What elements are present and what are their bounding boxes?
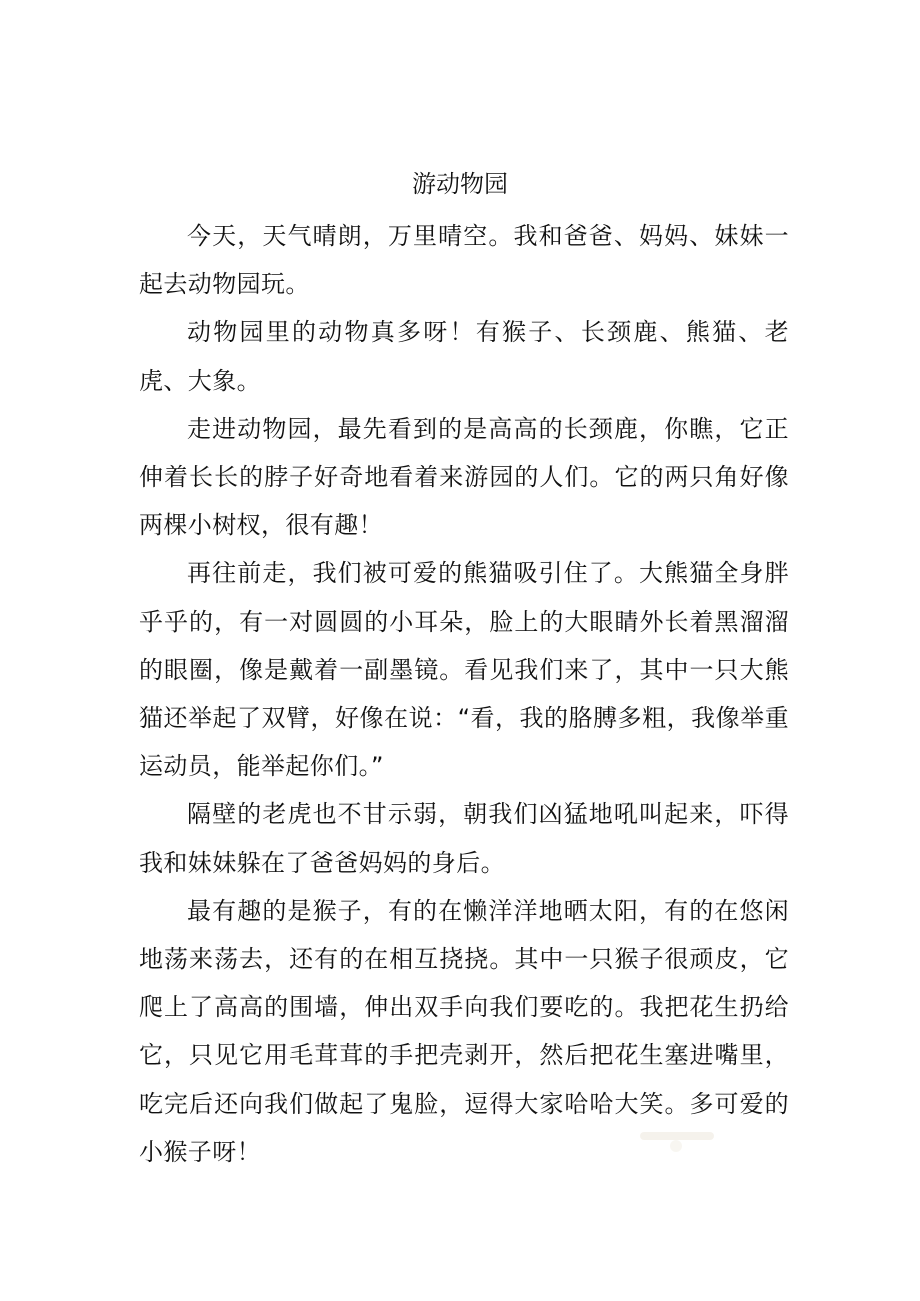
essay-body <box>139 212 789 1176</box>
faint-watermark <box>632 1118 722 1158</box>
page-title: 游动物园 <box>412 170 508 198</box>
paragraph: 动物园里的动物真多呀！有猴子、长颈鹿、熊猫、老虎、大象。 <box>139 318 789 395</box>
paragraph: 再往前走，我们被可爱的熊猫吸引住了。大熊猫全身胖乎乎的，有一对圆圆的小耳朵，脸上的大眼睛外长着黑溜溜的眼圈，像是戴着一副墨镜。看见我们来了，其中一只大熊猫还举起了双臂，好像在说：“看，我的胳膊多粗，我像举重运动员，能举起你们。” <box>139 559 789 781</box>
paragraph: 走进动物园，最先看到的是高高的长颈鹿，你瞧，它正伸着长长的脖子好奇地看着来游园的人们。它的两只角好像两棵小树杈，很有趣！ <box>139 414 789 540</box>
paragraph: 隔壁的老虎也不甘示弱，朝我们凶猛地吼叫起来，吓得我和妹妹躲在了爸爸妈妈的身后。 <box>139 800 789 877</box>
paragraph: 最有趣的是猴子，有的在懒洋洋地晒太阳，有的在悠闲地荡来荡去，还有的在相互挠挠。其中一只猴子很顽皮，它爬上了高高的围墙，伸出双手向我们要吃的。我把花生扔给它，只见它用毛茸茸的手把壳剥开，然后把花生塞进嘴里，吃完后还向我们做起了鬼脸，逗得大家哈哈大笑。多可爱的小猴子呀！ <box>139 896 789 1166</box>
paragraph: 今天，天气晴朗，万里晴空。我和爸爸、妈妈、妹妹一起去动物园玩。 <box>139 222 789 299</box>
